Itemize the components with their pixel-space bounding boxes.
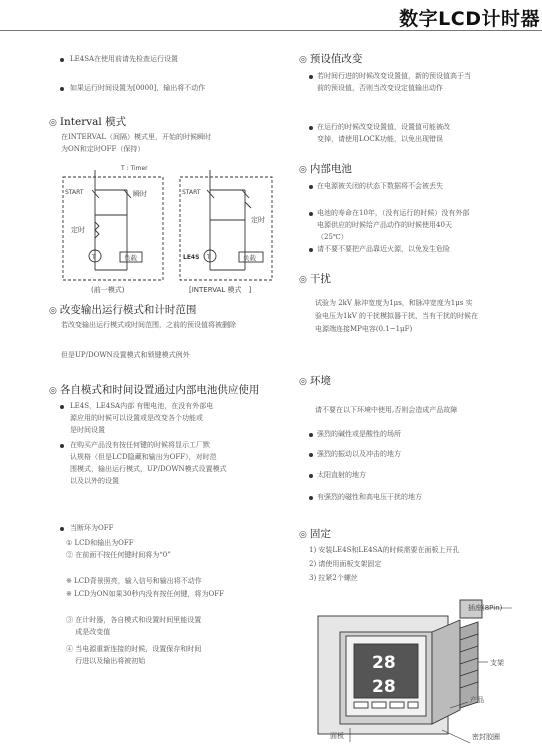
environment-item-3: 太阳直射的地方 (317, 471, 366, 479)
label-bracket: 支架 (490, 659, 504, 667)
environment-item-4: 有强烈的磁性和高电压干扰的地方 (317, 493, 422, 501)
lcd-bottom-digits: 28 (372, 677, 396, 697)
diagram-right-load: 负载 (243, 254, 256, 262)
section-ring-icon: ◎ (299, 55, 307, 65)
section-battery-use-title (49, 383, 259, 398)
label-gasket: 密封胶圈 (472, 733, 500, 741)
battery-item-3: 请不要不要把产品靠近火源，以免发生危险 (317, 245, 450, 253)
preset-item-1-line-2: 前的预设值，否则当改变设定值输出动作 (317, 84, 443, 92)
section-ring-icon: ◎ (49, 306, 57, 316)
interference-line-2: 验电压为1kV 的干扰模拟器干扰，当有干扰的时候在 (315, 312, 478, 320)
section-ring-icon: ◎ (299, 530, 307, 540)
battery-use-item-1-line-3: 是时间设置 (70, 426, 105, 434)
section-battery-title (299, 162, 352, 177)
mounting-step-1: 1) 安装LE4S和LE4SA的时候需要在面板上开孔 (309, 546, 460, 554)
section-interference-title-text: 干扰 (309, 273, 331, 285)
power-off-item-1: ① LCD和输出为OFF (66, 539, 134, 547)
battery-use-item-1-line-2: 源应用的时候可以设置或是改变各个功能或 (70, 414, 203, 422)
power-off-head: 当断环为OFF (70, 524, 114, 532)
bullet-icon (309, 75, 313, 79)
power-off-item-3-line-2: 成是改变值 (66, 628, 111, 636)
section-interval-title (49, 115, 126, 130)
interference-line-1: 试验为 2kV 脉冲宽度为1μs，和脉冲宽度为1μs 实 (315, 299, 473, 307)
interval-desc-1: 在INTERVAL（间隔）模式里，开始的时候瞬时 (61, 133, 211, 141)
battery-use-item-2-line-2: 认规格（但是LCD隐藏和输出为OFF），对时范 (70, 453, 217, 461)
diagram-right-start: START (182, 189, 201, 196)
timer-legend: T : Timer (121, 165, 148, 172)
section-preset-title-text: 预设值改变 (309, 53, 363, 65)
diagram-left-start: START (65, 189, 84, 196)
section-change-output-title-text: 改变输出运行模式和计时范围 (59, 304, 197, 316)
bullet-icon (309, 126, 313, 130)
mounting-step-2: 2) 请使用面板支架固定 (309, 560, 382, 568)
section-interference-title (299, 272, 331, 287)
battery-use-item-2-line-4: 以及以外的设置 (70, 477, 119, 485)
header-rule (0, 30, 542, 31)
diagram-left-timed: 定时 (71, 226, 85, 234)
interference-line-3: 电源端连接MP电容(0.1~1μF) (315, 325, 413, 333)
battery-item-2-line-3: （25℃） (317, 233, 348, 241)
bullet-icon (309, 248, 313, 252)
environment-item-1: 强烈的碱性或是酸性的场所 (317, 430, 401, 438)
section-ring-icon: ◎ (299, 275, 307, 285)
battery-item-2-line-1: 电池的寿命在10年，（没有运行的时候）没有外部 (317, 209, 470, 217)
section-ring-icon: ◎ (49, 118, 57, 128)
section-preset-title (299, 52, 362, 67)
diagram-left-load: 负载 (124, 254, 137, 262)
power-off-item-4-line-2: 行进以及输出将被初始 (66, 657, 146, 665)
diagram-right-coil: T (207, 254, 211, 261)
interval-circuit-diagrams (55, 160, 285, 300)
label-panel: 面板 (330, 732, 344, 740)
preset-item-2-line-1: 在运行的时候改变设置值，设置值可能被改 (317, 123, 450, 131)
lcd-top-digits: 28 (372, 653, 396, 673)
bullet-icon (60, 405, 64, 409)
diagram-right-timed: 定时 (251, 216, 265, 224)
power-off-item-2: ② 在前面不按任何键时间将为“0” (66, 551, 171, 559)
bullet-icon (60, 444, 64, 448)
section-interval-title-text: Interval 模式 (59, 116, 127, 128)
section-ring-icon: ◎ (299, 377, 307, 387)
diagram-right-caption: [INTERVAL 模式 ] (189, 286, 252, 294)
battery-use-item-2-line-1: 在购买产品没有按任何键的时候将显示工厂默 (70, 441, 210, 449)
environment-intro: 请不要在以下环境中使用,否则会造成产品故障 (315, 406, 458, 414)
power-off-item-4-line-1: ④ 当电源重新连接的时候，设置保存和时间 (66, 645, 202, 653)
section-mounting-title-text: 固定 (309, 528, 331, 540)
interval-desc-2: 为ON和定时OFF（保持） (61, 145, 145, 153)
bullet-icon (309, 453, 313, 457)
label-socket: 插座(8Pin) (468, 604, 503, 612)
diagram-right-coil-name: LE4S (183, 254, 200, 261)
page-header-title: 数字LCD计时器 (399, 8, 540, 30)
section-environment-title-text: 环境 (309, 375, 331, 387)
section-ring-icon: ◎ (49, 386, 57, 396)
bullet-icon (309, 496, 313, 500)
section-ring-icon: ◎ (299, 165, 307, 175)
label-product: 产品 (470, 696, 484, 704)
battery-use-item-1-line-1: LE4S，LE4SA内部 有锂电池，在没有外部电 (70, 402, 214, 410)
bullet-icon (60, 87, 64, 91)
battery-item-2-line-2: 电源供应的时候给产品动作的时候使用40天 (317, 221, 452, 229)
section-environment-title (299, 374, 331, 389)
bullet-icon (309, 474, 313, 478)
mounting-illustration (310, 598, 540, 748)
diagram-left-caption: (前一模式) (91, 286, 125, 294)
section-battery-use-title-text: 各自模式和时间设置通过内部电池供应使用 (59, 384, 260, 396)
bullet-icon (309, 433, 313, 437)
preset-item-2-line-2: 变掉，请使用LOCK功能，以免出现错误 (317, 135, 443, 143)
left-top-item-1: LE4SA在使用前请先检查运行设置 (70, 55, 179, 63)
diagram-left-coil: T (92, 254, 96, 261)
power-off-note-2: ※ LCD为ON如果30秒内没有按任何键，将为OFF (66, 590, 224, 598)
left-top-item-2: 如果运行时间设置为[0000]，输出将不动作 (70, 84, 206, 92)
power-off-item-3-line-1: ③ 在计时器，各自模式和设置时间里能设置 (66, 616, 202, 624)
battery-item-1: 在电源被关闭的状态下数据将不会被丢失 (317, 182, 443, 190)
change-output-line-1: 若改变输出运行模式或时间范围，之前的预设值将被删除 (61, 321, 236, 329)
section-mounting-title (299, 527, 331, 542)
bullet-icon (309, 212, 313, 216)
change-output-line-2: 但是UP/DOWN设置模式和锁键模式例外 (61, 351, 190, 359)
diagram-left-instant: 瞬时 (133, 190, 147, 198)
section-battery-title-text: 内部电池 (309, 163, 352, 175)
power-off-note-1: ※ LCD背景照亮，输入信号和输出将不动作 (66, 577, 202, 585)
section-change-output-title (49, 303, 196, 318)
bullet-icon (60, 527, 64, 531)
bullet-icon (309, 185, 313, 189)
environment-item-2: 强烈的振动以及冲击的地方 (317, 450, 401, 458)
preset-item-1-line-1: 若时间行进的时候改变设置值，新的预设值高于当 (317, 72, 471, 80)
mounting-step-3: 3) 拉紧2个螺丝 (309, 574, 358, 582)
battery-use-item-2-line-3: 围模式，输出运行模式，UP/DOWN模式设置模式 (70, 465, 227, 473)
bullet-icon (60, 58, 64, 62)
